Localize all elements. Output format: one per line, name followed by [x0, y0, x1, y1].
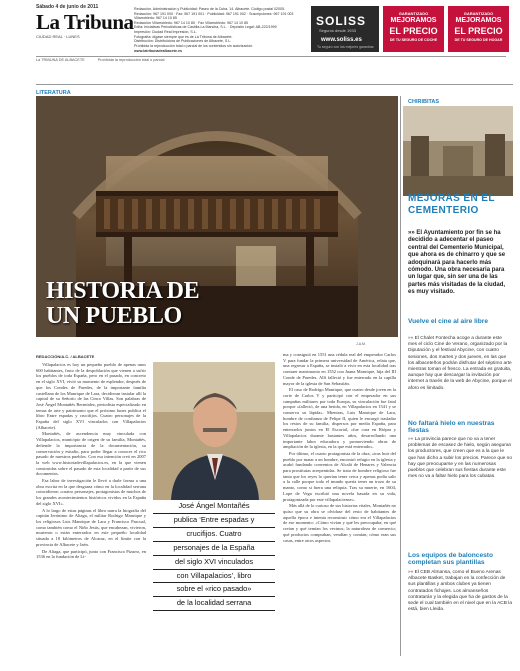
masthead-footer	[36, 56, 506, 62]
headline-line: UN PUEBLO	[46, 303, 182, 329]
section-label-literatura: LITERATURA	[36, 90, 71, 96]
article-column-1	[36, 362, 146, 662]
website-line[interactable]: www.latribunadealbacete.es	[134, 49, 182, 54]
newspaper-logo: La Tribuna	[36, 10, 134, 34]
ad-headline: MEJORAMOS	[390, 17, 437, 24]
author-portrait	[153, 362, 275, 500]
caption-line: de la localidad serrana	[153, 597, 275, 611]
column-divider	[400, 96, 401, 656]
header-divider	[36, 84, 513, 85]
article-paragraph: Más allá de lo curioso de sus historias vitales, Montañés no quiso que su obra se olvidase del resto de habitantes de aquella época e intenta reconstruir cómo era el Villapalacios de ese momento: «Cómo vivían y qué les preocupaba; en qué creían y qué temían los vecinos; la naturaleza de comercio; qué productos compraban, vendían y comían; cómo eran sus casas, entre otros aspectos.	[283, 503, 396, 543]
section-label-chiribitas: CHIRIBITAS	[408, 99, 440, 105]
article-paragraph: Villapalacios es hoy un pequeño pueblo de apenas unos 600 habitantes, fruto de la despoblación que vienen a sufrir los pueblos de toda España, pero en el pasado, en concreto en el siglo XVI, vivió su momento de esplendor, después de que los Condes de Paredes, de la importante familia castellana de los Manrique de Lara, decidieran instalar allí la capital de su Señorío de las Cinco Villas. Son palabras de José Ángel Montañés Bermúdez, periodista especializado en temas de arte y patrimonio que el próximo lunes publica el libro Entre espadas y crucifijos. Cuatro personajes de la España del siglo XVI vinculados con Villapalacios (Albacete).	[36, 362, 146, 430]
cinema-text: »» El Chalet Fontecha acoge a durante este mes el ciclo Cine de Verano, organizado por la Diputación y el festival Abycine, con cuatro sesiones, dos martes y dos jueves, en las que los albaceteños podrán disfrutar del séptimo arte mientras toman el fresco. La entrada es gratuita, aunque hay que descargar la invitación por internet a través de la web de Abycine, porque el aforo es limitado.	[408, 336, 512, 391]
photo-credit: J.A.M.	[356, 342, 366, 346]
ad-price: EL PRECIO	[454, 26, 503, 36]
ad-product: DE TU SEGURO DE COCHE	[389, 38, 438, 42]
caption-line: personajes de la España	[153, 542, 275, 556]
author-portrait-illustration	[153, 362, 275, 500]
article-paragraph: Esa labor de investigación le llevó a darle forma a una obra escrita en la que desgrana cómo en la localidad serrana coincidieron «cuatro personajes, protagonistas de muchos de los grandes acontecimientos históricos vividos en la España del siglo XVI».	[36, 478, 146, 506]
article-paragraph: Por último, el cuarto protagonista de la obra, «tras huir del pueblo por matar a un hombre, encontró refugio en la iglesia y acabó fundando conventos de Alcalá de Henares y Valencia para prostitutas arrepentidas. Se trata de hombre religioso fue tanta que los reyes lo querían tener cerca y apenas podía salir a la calle porque todo el mundo quería tener un trozo de su manto, como si fuera una reliquia. Tras su muerte, en 1604, Lope de Vega escribió una novela basada en su vida, protagonizada por este villapalaciense».	[283, 450, 396, 502]
ad-product: DE TU SEGURO DE HOGAR	[454, 38, 503, 42]
info-line: Redacción: 967 191 000 · Fax: 967 191 001 · Publicidad: 967 191 002 · Suscripciones: 967 191 003	[134, 11, 294, 16]
masthead-footer-a: La TRIBUNA DE ALBACETE	[36, 58, 85, 62]
article-paragraph: Montañés, de ascendencia muy vinculada con Villapalacios, municipio de origen de su familia, Montañés, defiende la importancia de la documentación, su conservación y estudio, para poder llegar a conocer el rico pasado de nuestros pueblos. Con esa intención creó en 2007 la web www.historiadevillapalacios.es, en la que vienen construidas sobre el pasado de esta localidad a partir de sus documentos.	[36, 431, 146, 477]
soliss-advert[interactable]	[311, 6, 379, 52]
cemetery-text: »» El Ayuntamiento por fin se ha decidido a adecentar el paseo central del Cementerio Municipal, que ahora es de chinarro y que se adoquinará para hacerlo más cómodo. Una obra necesaria para un lugar que, sin ser una de las partes más visitadas de la ciudad, es muy visitado.	[408, 230, 506, 296]
info-line: Redacción, Administración y Publicidad: Paseo de la Cuba, 14. Albacete. Código postal 02005.	[134, 7, 286, 11]
masthead-footer-b: Prohibida la reproducción total o parcial	[97, 58, 165, 62]
soliss-url: www.soliss.es	[321, 37, 362, 43]
soliss-subtitle: Seguros desde 1933	[319, 28, 356, 33]
article-paragraph: De Aliaga, que participó, junto con Francisco Pizarro, en 1536 en la fundación de Li-	[36, 548, 146, 560]
ice-text: »» La provincia parece que no va a tener problemas de escasez de hielo, según aseguran los productores, que creen que es a la que le que han dicho a subir los precios. Parece que no hay que preocuparse y en las numerosas pueblos que celebran sus fiestas durante este mes no va a faltar hielo para los cubatas.	[408, 437, 512, 480]
article-column-3	[283, 352, 396, 664]
portrait-caption	[153, 500, 275, 632]
masthead-subline: CIUDAD REAL · LUNES	[36, 34, 80, 39]
caption-line: José Ángel Montañés	[153, 500, 275, 514]
ad-price: EL PRECIO	[389, 26, 438, 36]
home-insurance-advert[interactable]	[448, 6, 509, 52]
ad-guarantee: GARANTIZADO	[463, 11, 494, 16]
info-line: Prohibida la reproducción total o parcial de los contenidos sin autorización.	[134, 43, 254, 48]
ad-headline: MEJORAMOS	[455, 17, 502, 24]
cemetery-illustration	[403, 106, 513, 196]
ad-guarantee: GARANTIZADO	[398, 11, 429, 16]
article-byline: REDACCIÓN/A.C. / ALBACETE	[36, 354, 95, 359]
info-line: Impresión: Ciudad Real Impresión, S.L.	[134, 29, 197, 34]
article-paragraph: A lo largo de estas páginas el libro narra la biografía del capitán Jerónimo de Aliaga, el militar Rodrigo Manrique y los religiosos Luis Manrique de Lara y Francisco Pascual, como también como el Niño Jesús, que encabezan, vivieron, murieron o están enterrados en este pequeño localidad situada a 18 kilómetros de Alcaraz, en el límite con la provincia de Albacete y Jaén.	[36, 507, 146, 547]
caption-line: sobre el «rico pasado»	[153, 583, 275, 597]
soliss-tagline: Tu seguro con las mejores garantías	[317, 45, 374, 49]
info-line: Edita: Iniciativas Periodísticas de Castilla-La Mancha, S.L. · Depósito Legal: AB-222/1999	[134, 25, 277, 30]
caption-line: del siglo XVI vinculados	[153, 556, 275, 570]
info-line: Redacción Villarrobledo: 967 14 10 85 · Fax Villarrobledo: 967 14 10 85	[134, 20, 248, 25]
headline-line: HISTORIA DE	[46, 278, 200, 304]
basketball-headline: Los equipos de baloncesto completan sus plantillas	[408, 552, 493, 567]
caption-line: crucifijos. Cuatro	[153, 528, 275, 542]
soliss-logo: SOLISS	[316, 14, 367, 28]
article-paragraph: El caso de Rodrigo Manrique, que cuatro desde joven en la corte de Carlos V y participó con el emperador en sus campañas militares por toda Europa, su vinculación fue fatal porque «falleció, de una herida, en Villapalacios en 1541 y se conserva su lápida». Mientras, Luis Manrique de Lara, hombre de confianza de Felipe II, quien le encargó trasladar los restos de su familia, dispersos por media España, para enterrarlos juntos en El Escorial, «fue cura en Riópar y Villapalacios durante bastantes años, desarrollando una importante labor educadora y promoviendo obras de ampliación de la iglesia, en la que está enterrado».	[283, 387, 396, 450]
article-paragraph: ma y consiguió en 1551 una cédula real del emperador Carlos V para fundar la primera universidad de América, relata que, una regresar a España, se instaló a vivir en esta localidad tras contraer matrimonio en 1552 con Juana Manrique, hija del III Conde de Paredes. Allí falleció y fue enterrado en la capilla mayor de la iglesia de San Sebastián.	[283, 352, 396, 386]
ice-headline: No faltará hielo en nuestras fiestas	[408, 420, 495, 435]
car-insurance-advert[interactable]	[383, 6, 444, 52]
info-line: Distribución: Distribuidora de Publicaciones de Albacete, S.L.	[134, 39, 232, 44]
caption-line: publica ‘Entre espadas y	[153, 514, 275, 528]
cemetery-headline: MEJORAS EN EL CEMENTERIO	[408, 193, 495, 216]
chiribitas-photo	[403, 106, 513, 196]
basketball-text: »» El CEB Almansa, como el Bueno Arenas Albacete Basket, trabajan en la confección de sus plantillas y ambos clubes ya tienen contratados fichajes. Los almanseños contratarán y la elegida que ha de gastos de la sede el cual también en el nivel que en la ACB la está, bien Lleida.	[408, 570, 512, 613]
cinema-headline: Vuelve el cine al aire libre	[408, 318, 489, 325]
info-line: Fotografía: dígase siempre que es de La Tribuna de Albacete.	[134, 34, 233, 39]
main-headline	[46, 279, 199, 329]
masthead-info	[134, 7, 302, 54]
caption-line: con Villapalacios’, libro	[153, 570, 275, 584]
masthead-date: Sábado 4 de junio de 2011	[36, 4, 99, 10]
info-line: Villarrobledo: 967 14 10 85	[134, 16, 177, 21]
